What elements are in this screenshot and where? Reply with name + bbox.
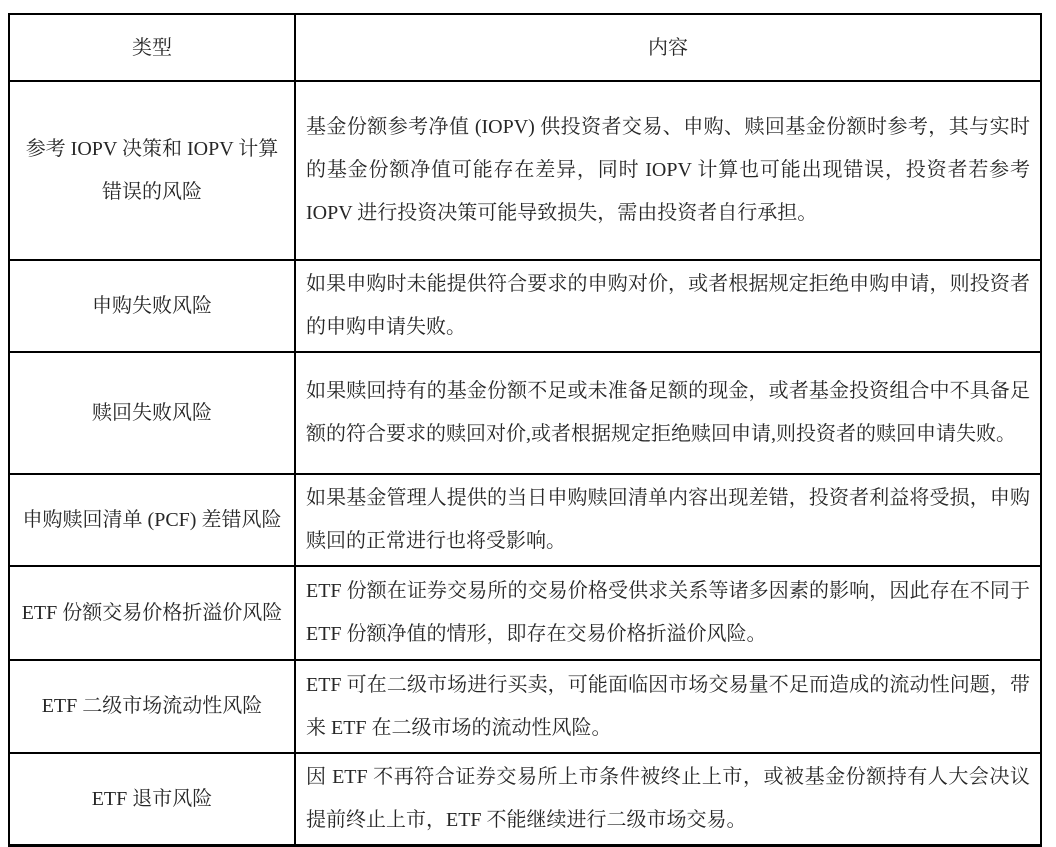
risk-content-cell: 如果基金管理人提供的当日申购赎回清单内容出现差错，投资者利益将受损，申购赎回的正常进行也将受影响。 bbox=[295, 474, 1041, 566]
etf-risk-table bbox=[8, 13, 1042, 847]
risk-type-cell: 参考 IOPV 决策和 IOPV 计算错误的风险 bbox=[9, 81, 295, 260]
risk-content-cell: 基金份额参考净值 (IOPV) 供投资者交易、申购、赎回基金份额时参考，其与实时的基金份额净值可能存在差异，同时 IOPV 计算也可能出现错误，投资者若参考 IOPV 进行投资决策可能导致损失，需由投资者自行承担。 bbox=[295, 81, 1041, 260]
header-type-cell: 类型 bbox=[9, 14, 295, 81]
risk-content-cell: ETF 可在二级市场进行买卖，可能面临因市场交易量不足而造成的流动性问题，带来 ETF 在二级市场的流动性风险。 bbox=[295, 660, 1041, 753]
risk-type-cell: ETF 份额交易价格折溢价风险 bbox=[9, 566, 295, 660]
risk-type-cell: ETF 二级市场流动性风险 bbox=[9, 660, 295, 753]
risk-type-cell: 申购失败风险 bbox=[9, 260, 295, 352]
risk-content-cell: 如果赎回持有的基金份额不足或未准备足额的现金，或者基金投资组合中不具备足额的符合要求的赎回对价,或者根据规定拒绝赎回申请,则投资者的赎回申请失败。 bbox=[295, 352, 1041, 474]
risk-content-cell: 因 ETF 不再符合证券交易所上市条件被终止上市，或被基金份额持有人大会决议提前终止上市，ETF 不能继续进行二级市场交易。 bbox=[295, 753, 1041, 846]
risk-content-cell: ETF 份额在证券交易所的交易价格受供求关系等诸多因素的影响，因此存在不同于 ETF 份额净值的情形，即存在交易价格折溢价风险。 bbox=[295, 566, 1041, 660]
header-content-cell: 内容 bbox=[295, 14, 1041, 81]
table-row bbox=[9, 660, 1041, 753]
table-row bbox=[9, 260, 1041, 352]
table-row bbox=[9, 753, 1041, 846]
table-row bbox=[9, 474, 1041, 566]
risk-type-cell: 赎回失败风险 bbox=[9, 352, 295, 474]
risk-content-cell: 如果申购时未能提供符合要求的申购对价，或者根据规定拒绝申购申请，则投资者的申购申请失败。 bbox=[295, 260, 1041, 352]
risk-type-cell: ETF 退市风险 bbox=[9, 753, 295, 846]
table-header-row bbox=[9, 14, 1041, 81]
table-row bbox=[9, 81, 1041, 260]
table-row bbox=[9, 352, 1041, 474]
table-row bbox=[9, 566, 1041, 660]
risk-type-cell: 申购赎回清单 (PCF) 差错风险 bbox=[9, 474, 295, 566]
